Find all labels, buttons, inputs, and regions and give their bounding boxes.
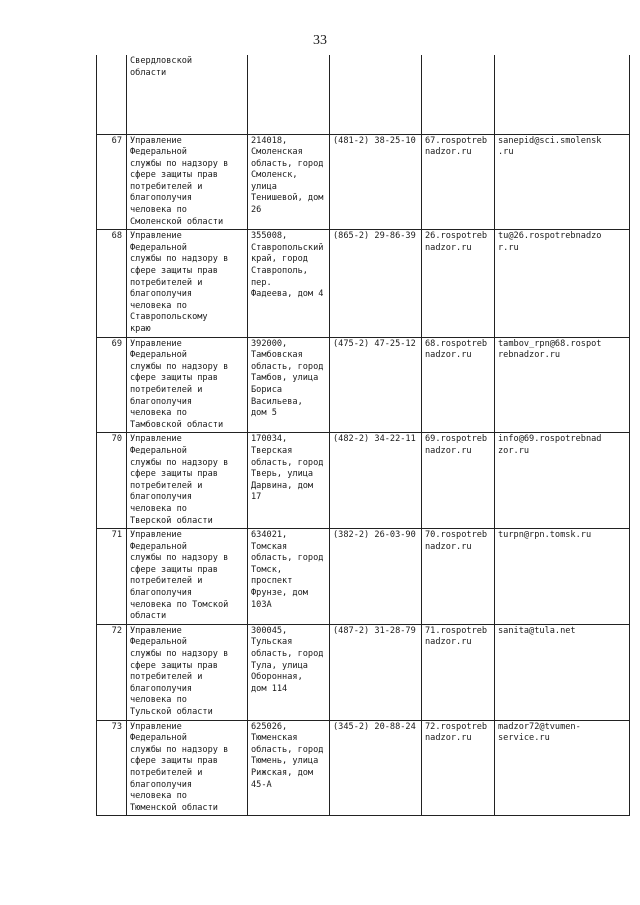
- org-name-cell: Управление Федеральной службы по надзору в сфере защиты прав потребителей и благополучия человека по Тверской области: [127, 433, 248, 529]
- page-number: 33: [313, 33, 327, 48]
- website-cell: 69.rospotreb nadzor.ru: [422, 433, 495, 529]
- website-cell: 68.rospotreb nadzor.ru: [422, 337, 495, 433]
- phone-cell: [330, 55, 422, 134]
- phone-cell: (482-2) 34-22-11: [330, 433, 422, 529]
- table-row: [97, 134, 630, 230]
- address-cell: 625026, Тюменская область, город Тюмень, улица Рижская, дом 45-А: [248, 720, 330, 816]
- row-number-cell: 69: [97, 337, 127, 433]
- org-name-cell: Свердловской области: [127, 55, 248, 134]
- phone-cell: (345-2) 20-88-24: [330, 720, 422, 816]
- website-cell: 67.rospotreb nadzor.ru: [422, 134, 495, 230]
- address-cell: 634021, Томская область, город Томск, проспект Фрунзе, дом 103А: [248, 529, 330, 625]
- row-number-cell: 68: [97, 230, 127, 337]
- phone-cell: (865-2) 29-86-39: [330, 230, 422, 337]
- row-number-cell: [97, 55, 127, 134]
- org-name-cell: Управление Федеральной службы по надзору в сфере защиты прав потребителей и благополучия человека по Ставропольскому краю: [127, 230, 248, 337]
- row-number-cell: 70: [97, 433, 127, 529]
- table-row-continuation: [97, 55, 630, 134]
- row-number-cell: 73: [97, 720, 127, 816]
- table-row: [97, 720, 630, 816]
- address-cell: 300045, Тульская область, город Тула, улица Оборонная, дом 114: [248, 624, 330, 720]
- table-row: [97, 230, 630, 337]
- email-cell: sanita@tula.net: [495, 624, 630, 720]
- email-cell: tambov_rpn@68.rospot rebnadzor.ru: [495, 337, 630, 433]
- email-cell: turpn@rpn.tomsk.ru: [495, 529, 630, 625]
- address-cell: 214018, Смоленская область, город Смоленск, улица Тенишевой, дом 26: [248, 134, 330, 230]
- website-cell: 71.rospotreb nadzor.ru: [422, 624, 495, 720]
- org-name-cell: Управление Федеральной службы по надзору в сфере защиты прав потребителей и благополучия человека по Смоленской области: [127, 134, 248, 230]
- address-cell: 355008, Ставропольский край, город Ставрополь, пер. Фадеева, дом 4: [248, 230, 330, 337]
- row-number-cell: 67: [97, 134, 127, 230]
- email-cell: madzor72@tvumen- service.ru: [495, 720, 630, 816]
- phone-cell: (382-2) 26-03-90: [330, 529, 422, 625]
- website-cell: 26.rospotreb nadzor.ru: [422, 230, 495, 337]
- address-cell: 170034, Тверская область, город Тверь, улица Дарвина, дом 17: [248, 433, 330, 529]
- phone-cell: (487-2) 31-28-79: [330, 624, 422, 720]
- org-name-cell: Управление Федеральной службы по надзору в сфере защиты прав потребителей и благополучия человека по Томской области: [127, 529, 248, 625]
- website-cell: 72.rospotreb nadzor.ru: [422, 720, 495, 816]
- table-row: [97, 529, 630, 625]
- website-cell: 70.rospotreb nadzor.ru: [422, 529, 495, 625]
- address-cell: 392000, Тамбовская область, город Тамбов, улица Бориса Васильева, дом 5: [248, 337, 330, 433]
- address-cell: [248, 55, 330, 134]
- website-cell: [422, 55, 495, 134]
- table-row: [97, 337, 630, 433]
- phone-cell: (481-2) 38-25-10: [330, 134, 422, 230]
- email-cell: [495, 55, 630, 134]
- table-row: [97, 624, 630, 720]
- table-row: [97, 433, 630, 529]
- phone-cell: (475-2) 47-25-12: [330, 337, 422, 433]
- email-cell: sanepid@sci.smolensk .ru: [495, 134, 630, 230]
- org-name-cell: Управление Федеральной службы по надзору в сфере защиты прав потребителей и благополучия человека по Тульской области: [127, 624, 248, 720]
- row-number-cell: 72: [97, 624, 127, 720]
- organizations-table: [96, 55, 630, 816]
- org-name-cell: Управление Федеральной службы по надзору в сфере защиты прав потребителей и благополучия человека по Тюменской области: [127, 720, 248, 816]
- org-name-cell: Управление Федеральной службы по надзору в сфере защиты прав потребителей и благополучия человека по Тамбовской области: [127, 337, 248, 433]
- email-cell: tu@26.rospotrebnadzo r.ru: [495, 230, 630, 337]
- row-number-cell: 71: [97, 529, 127, 625]
- email-cell: info@69.rospotrebnad zor.ru: [495, 433, 630, 529]
